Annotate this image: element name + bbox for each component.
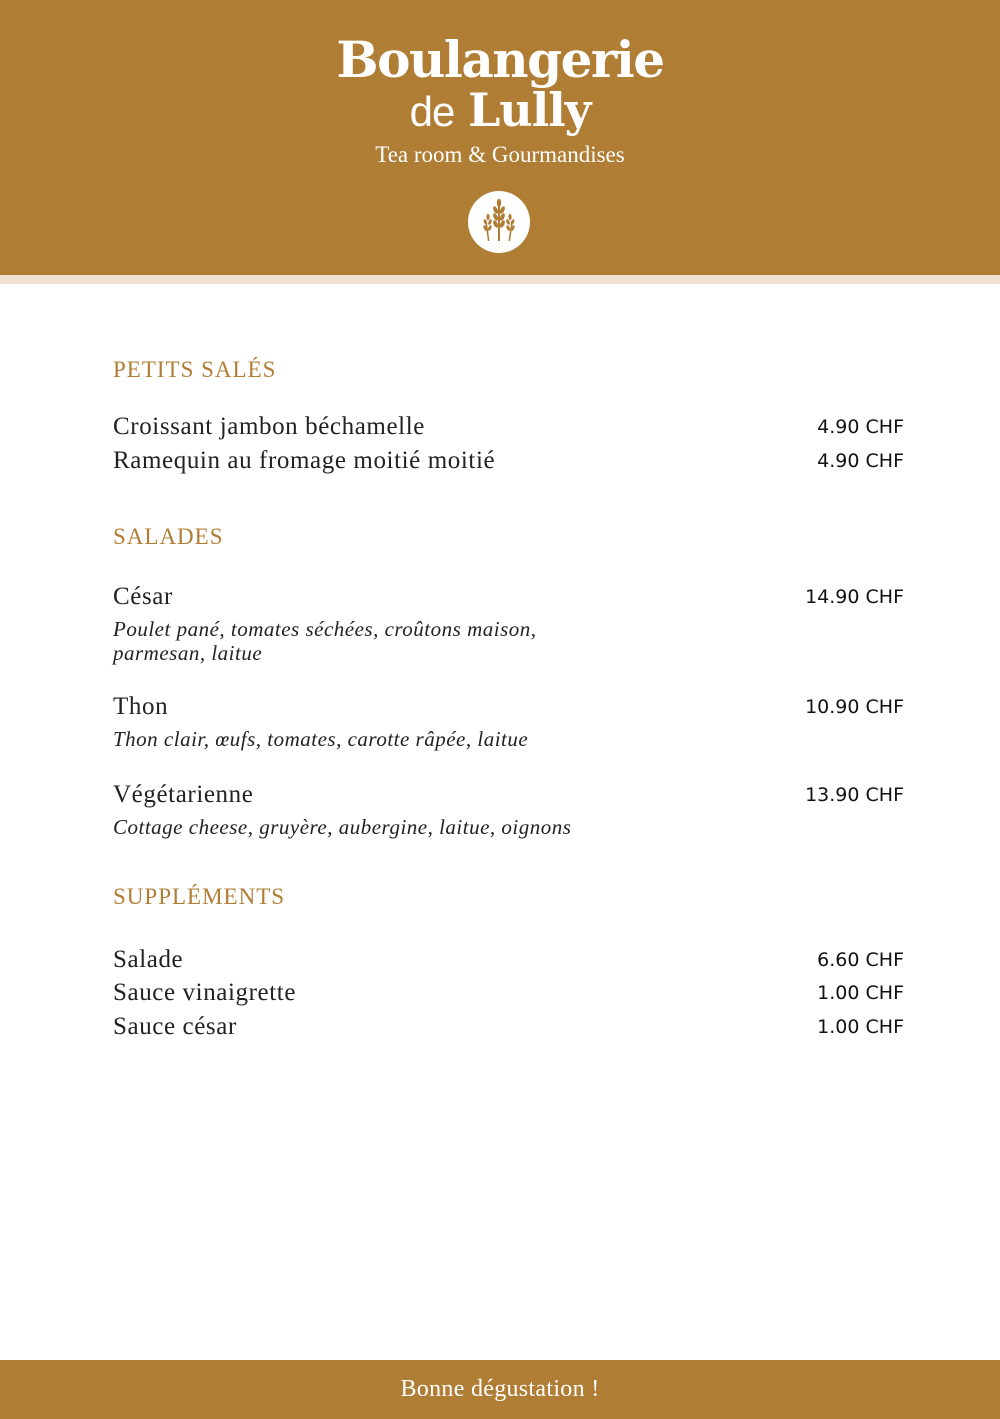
menu-item-price: 6.60 CHF bbox=[817, 949, 904, 971]
menu-item-price: 14.90 CHF bbox=[805, 586, 904, 608]
section-title-salades: SALADES bbox=[113, 524, 224, 549]
tagline: Tea room & Gourmandises bbox=[375, 142, 625, 167]
section-title-supplements: SUPPLÉMENTS bbox=[113, 884, 286, 909]
menu-item-price: 4.90 CHF bbox=[817, 416, 904, 438]
brand-de: de bbox=[409, 88, 455, 135]
menu-item-description: Thon clair, œufs, tomates, carotte râpée, laitue bbox=[113, 727, 529, 751]
brand-subname bbox=[0, 80, 1000, 142]
menu-item-price: 1.00 CHF bbox=[817, 1016, 904, 1038]
menu-item-price: 4.90 CHF bbox=[817, 450, 904, 472]
menu-item-price: 10.90 CHF bbox=[805, 696, 904, 718]
menu-item-price: 1.00 CHF bbox=[817, 982, 904, 1004]
menu-item-name: César bbox=[113, 583, 173, 610]
menu-item-name: Croissant jambon béchamelle bbox=[113, 413, 425, 440]
menu-item-name: Thon bbox=[113, 693, 169, 720]
menu-item-name: Végétarienne bbox=[113, 781, 254, 808]
header-divider bbox=[0, 275, 1000, 284]
footer-text: Bonne dégustation ! bbox=[400, 1376, 600, 1402]
section-title-petits-sales: PETITS SALÉS bbox=[113, 357, 277, 382]
menu-header bbox=[0, 0, 1000, 275]
menu-item-price: 13.90 CHF bbox=[805, 784, 904, 806]
brand-name: Boulangerie bbox=[336, 30, 664, 89]
brand-lully: Lully bbox=[467, 83, 591, 137]
menu-item-name: Ramequin au fromage moitié moitié bbox=[113, 447, 496, 474]
menu-item-name: Sauce vinaigrette bbox=[113, 979, 297, 1006]
menu-item-description: Cottage cheese, gruyère, aubergine, laitue, oignons bbox=[113, 815, 572, 839]
menu-item-name: Sauce césar bbox=[113, 1013, 237, 1040]
menu-footer bbox=[0, 1360, 1000, 1419]
wheat-icon bbox=[468, 191, 530, 253]
menu-item-name: Salade bbox=[113, 946, 184, 973]
menu-item-description: Poulet pané, tomates séchées, croûtons maison, parmesan, laitue bbox=[113, 617, 537, 665]
